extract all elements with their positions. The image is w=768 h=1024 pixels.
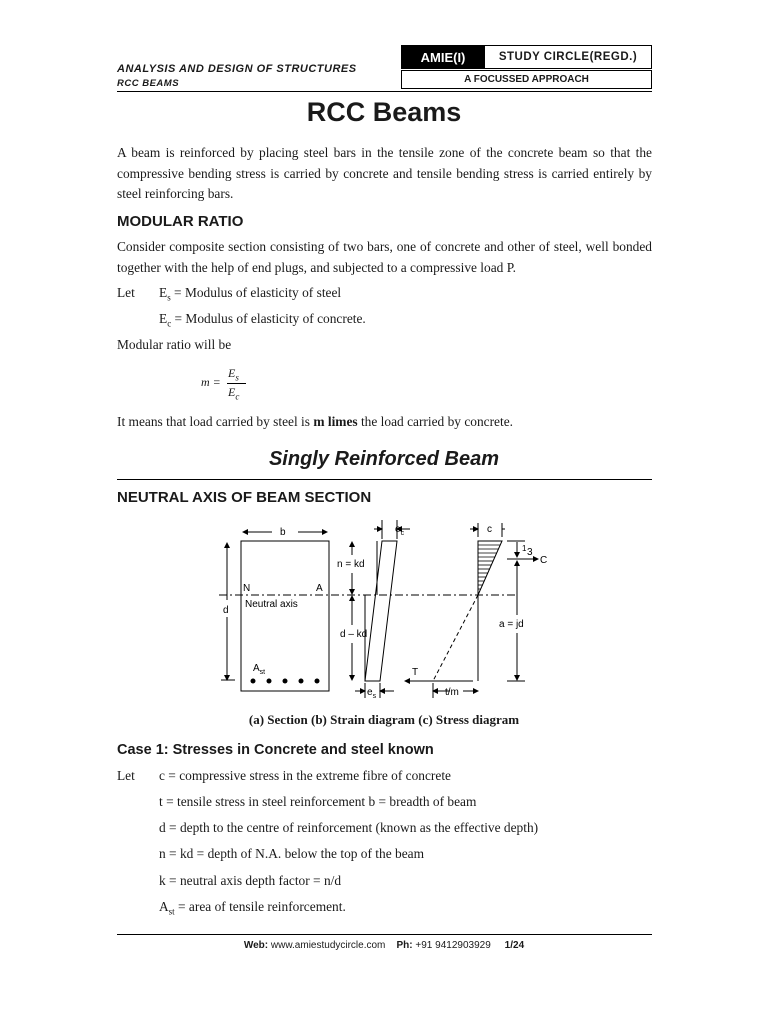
es-text: = Modulus of elasticity of steel — [170, 285, 342, 300]
case1-k-def: k = neutral axis depth factor = n/d — [159, 873, 342, 888]
study-circle-label: STUDY CIRCLE(REGD.) — [498, 51, 638, 63]
case1-heading: Case 1: Stresses in Concrete and steel known — [117, 742, 434, 758]
reinforcement-bars — [251, 679, 320, 684]
means-pre: It means that load carried by steel is — [117, 414, 314, 429]
ast-symbol: A — [159, 899, 169, 914]
stress-tension-dashed — [433, 595, 478, 681]
case1-t-def: t = tensile stress in steel reinforcement b = breadth of beam — [159, 794, 477, 809]
section-title: Singly Reinforced Beam — [268, 448, 500, 470]
case1-ast-def — [159, 899, 346, 917]
amie-badge-label: AMIE(I) — [420, 49, 466, 65]
modular-will-be: Modular ratio will be — [117, 337, 232, 352]
label-n-kd: n = kd — [337, 559, 365, 570]
label-a-jd: a = jd — [499, 619, 524, 630]
es-definition — [159, 285, 341, 303]
footer-page-number: 1/24 — [504, 940, 525, 951]
let-label: Let — [117, 285, 135, 300]
footer — [0, 940, 768, 951]
label-b: b — [280, 527, 286, 538]
case1-n-def: n = kd = depth of N.A. below the top of the beam — [159, 846, 425, 861]
section-rule — [117, 479, 652, 480]
case1-let: Let — [117, 768, 135, 783]
tagline-box — [401, 70, 652, 89]
figure-caption: (a) Section (b) Strain diagram (c) Stress diagram — [248, 712, 520, 727]
label-three: 3 — [527, 547, 533, 558]
ast-text: = area of tensile reinforcement. — [174, 899, 346, 914]
footer-web-link[interactable]: www.amiestudycircle.com — [270, 940, 386, 951]
page-title: RCC Beams — [306, 97, 462, 127]
label-neutral-axis: Neutral axis — [245, 599, 298, 610]
footer-phone-label: Ph: — [396, 940, 413, 951]
label-c: c — [487, 524, 492, 535]
ec-subscript: c — [167, 318, 172, 329]
formula-denominator — [228, 385, 239, 401]
case1-d-def: d = depth to the centre of reinforcement (known as the effective depth) — [159, 820, 539, 835]
modular-ratio-heading: MODULAR RATIO — [117, 213, 244, 230]
header-subject: ANALYSIS AND DESIGN OF STRUCTURES — [117, 63, 357, 75]
neutral-axis-heading: NEUTRAL AXIS OF BEAM SECTION — [117, 489, 372, 506]
means-sentence — [117, 414, 513, 430]
amie-badge — [401, 45, 485, 69]
formula-fraction-bar — [227, 383, 246, 384]
footer-web-label: Web: — [243, 940, 269, 951]
label-T: T — [412, 667, 419, 678]
footer-rule — [117, 934, 652, 935]
means-bold: m limes — [313, 414, 358, 429]
ast-subscript: st — [168, 906, 175, 917]
case1-c-def: c = compressive stress in the extreme fibre of concrete — [159, 768, 451, 783]
label-tm: t/m — [445, 687, 459, 698]
strain-diagram — [365, 541, 397, 681]
ec-definition — [159, 311, 366, 329]
label-C: C — [540, 555, 548, 566]
formula-lhs: m = — [201, 375, 221, 389]
label-ast: $A_{st}$ — [253, 663, 266, 676]
means-post: the load carried by concrete. — [357, 414, 514, 429]
formula-num-sub: s — [235, 372, 239, 383]
formula-den-sub: c — [235, 391, 240, 402]
header-rule — [117, 91, 652, 92]
label-N: N — [243, 583, 251, 594]
formula-numerator — [228, 366, 239, 382]
es-subscript: s — [167, 292, 171, 303]
modular-paragraph: Consider composite section consisting of two bars, one of concrete and other of steel, well bonded together with the help of end plugs, and subjected to a compressive load P. — [117, 239, 652, 275]
label-d: d — [223, 605, 229, 616]
intro-paragraph: A beam is reinforced by placing steel bars in the tensile zone of the concrete beam so that the compressive bending stress is carried by concrete and tensile bending stress is carried entirely by steel reinforcing bars. — [117, 145, 652, 201]
header-topic: RCC BEAMS — [117, 78, 180, 89]
beam-section-figure — [205, 515, 555, 711]
footer-phone: +91 9412903929 — [415, 940, 491, 951]
formula-den-sym: E — [228, 385, 236, 399]
study-circle-badge — [484, 45, 652, 69]
ec-text: = Modulus of elasticity of concrete. — [171, 311, 366, 326]
es-symbol: E — [159, 285, 168, 300]
tagline: A FOCUSSED APPROACH — [464, 74, 589, 85]
label-d-kd: d – kd — [340, 629, 368, 640]
label-A: A — [316, 583, 323, 594]
compression-hatching — [478, 545, 500, 589]
label-ec: $e_c$ — [395, 524, 405, 537]
ec-symbol: E — [159, 311, 168, 326]
formula-num-sym: E — [228, 366, 236, 380]
label-es: $e_s$ — [367, 687, 377, 700]
label-one: 1 — [522, 544, 527, 553]
